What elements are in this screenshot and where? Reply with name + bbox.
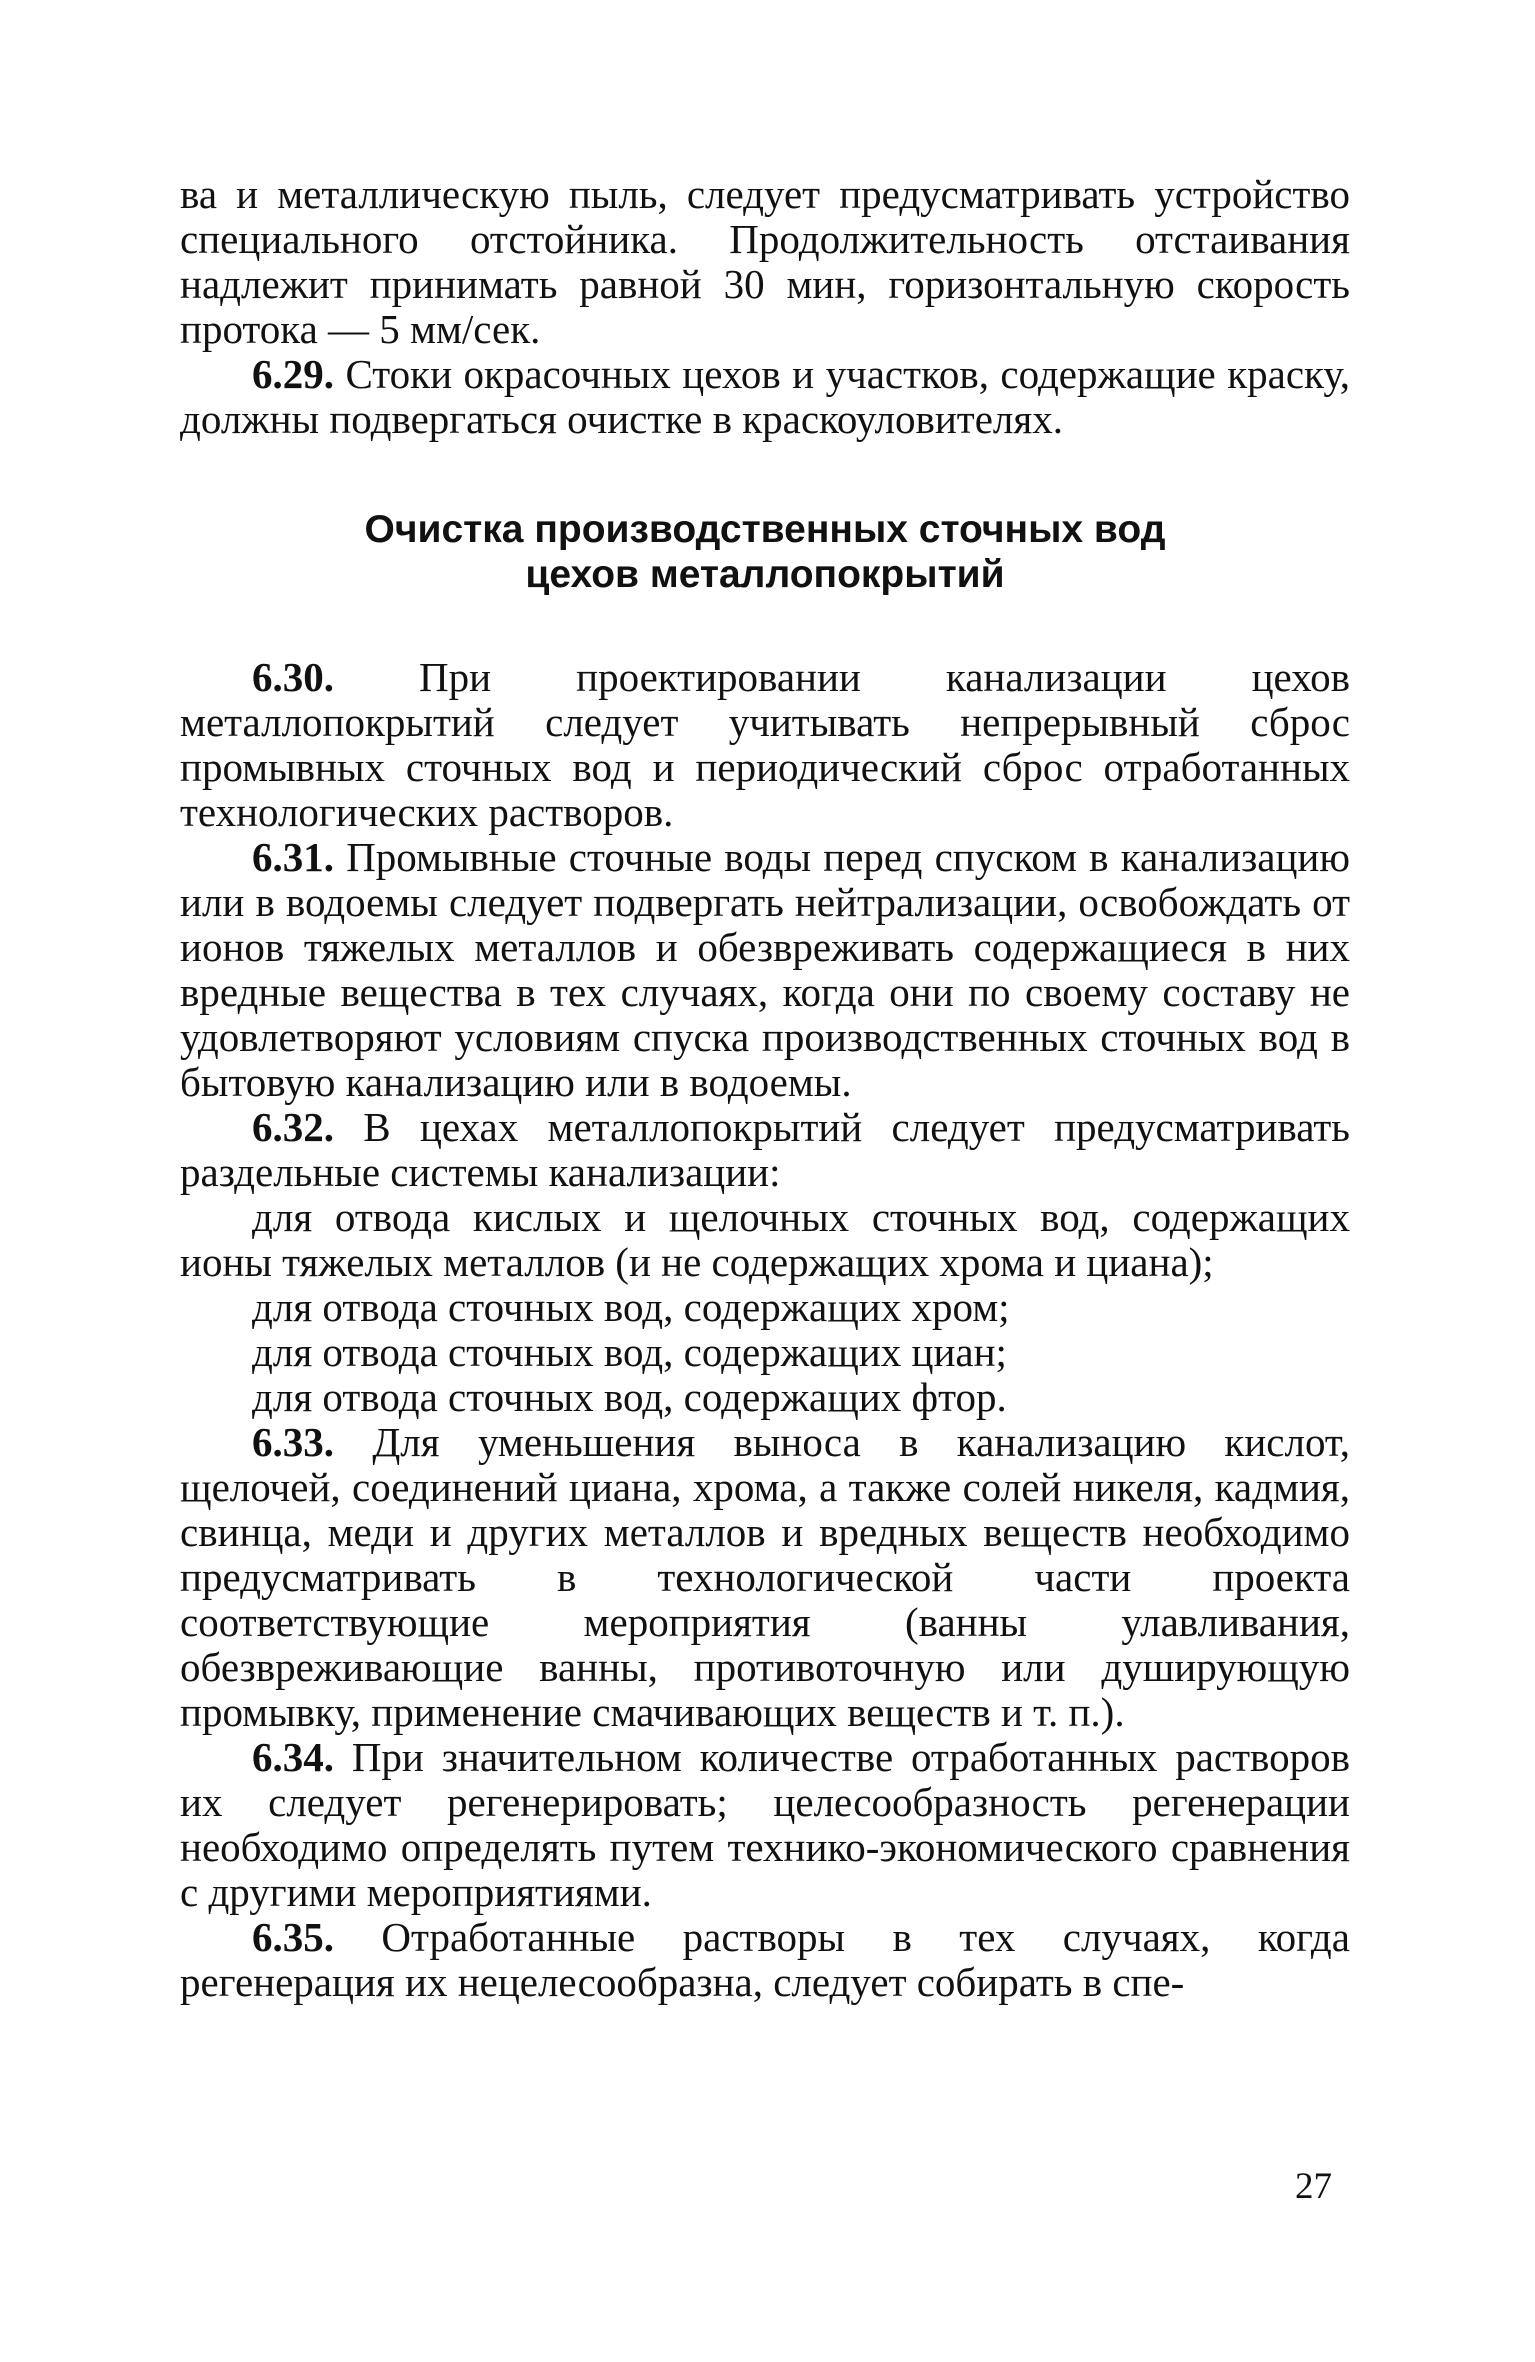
list-item: для отвода сточных вод, содержащих хром; <box>252 1284 1010 1330</box>
paragraph-text: Для уменьшения выноса в канализацию кислот, щелочей, соединений циана, хрома, а также солей никеля, кадмия, свинца, меди и других металлов и вредных веществ необходимо предусматривать в технологической части проекта соответствующие мероприятия (ванны улавливания, обезвреживающие ванны, противоточную или душирующую промывку, применение смачивающих веществ и т. п.). <box>180 1419 1350 1735</box>
paragraph-number: 6.29. <box>252 351 334 397</box>
paragraph-6-34 <box>180 1735 1350 1915</box>
paragraph-text: В цехах металлопокрытий следует предусматривать раздельные системы канализации: <box>180 1104 1350 1195</box>
paragraph-6-33 <box>180 1420 1350 1735</box>
paragraph-continuation <box>180 172 1350 352</box>
paragraph-number: 6.32. <box>252 1104 334 1150</box>
section-heading <box>180 507 1350 597</box>
paragraph-6-29 <box>180 352 1350 442</box>
paragraph-6-31 <box>180 835 1350 1105</box>
list-item: для отвода кислых и щелочных сточных вод, содержащих ионы тяжелых металлов (и не содержащих хрома и циана); <box>180 1194 1350 1285</box>
paragraph-number: 6.35. <box>252 1914 334 1960</box>
page-number: 27 <box>1295 2166 1332 2207</box>
paragraph-text: При значительном количестве отработанных растворов их следует регенерировать; целесообразность регенерации необходимо определять путем технико-экономического сравнения с другими мероприятиями. <box>180 1734 1350 1915</box>
list-item: для отвода сточных вод, содержащих фтор. <box>252 1374 1007 1420</box>
list-item: для отвода сточных вод, содержащих циан; <box>252 1329 1007 1375</box>
paragraph-text: При проектировании канализации цехов металлопокрытий следует учитывать непрерывный сброс промывных сточных вод и периодический сброс отработанных технологических растворов. <box>180 654 1350 835</box>
body-text <box>180 172 1350 2005</box>
paragraph-text: Отработанные растворы в тех случаях, когда регенерация их нецелесообразна, следует собирать в спе- <box>180 1914 1350 2005</box>
paragraph-text: Стоки окрасочных цехов и участков, содержащие краску, должны подвергаться очистке в краскоуловителях. <box>180 351 1350 442</box>
paragraph-number: 6.30. <box>252 654 334 700</box>
paragraph-number: 6.34. <box>252 1734 334 1780</box>
section-heading-line-1: Очистка производственных сточных вод <box>364 508 1166 551</box>
paragraph-text: Промывные сточные воды перед спуском в канализацию или в водоемы следует подвергать нейтрализации, освобождать от ионов тяжелых металлов и обезвреживать содержащиеся в них вредные вещества в тех случаях, когда они по своему составу не удовлетворяют условиям спуска производственных сточных вод в бытовую канализацию или в водоемы. <box>180 834 1350 1105</box>
paragraph-6-35 <box>180 1915 1350 2005</box>
paragraph-6-30 <box>180 655 1350 835</box>
paragraph-number: 6.33. <box>252 1419 334 1465</box>
paragraph-text: ва и металлическую пыль, следует предусматривать устройство специального отстойника. Продолжительность отстаивания надлежит принимать равной 30 мин, горизонтальную скорость протока — 5 мм/сек. <box>180 171 1350 352</box>
section-heading-line-2: цехов металлопокрытий <box>525 553 1005 596</box>
paragraph-6-32 <box>180 1105 1350 1195</box>
paragraph-number: 6.31. <box>252 834 334 880</box>
